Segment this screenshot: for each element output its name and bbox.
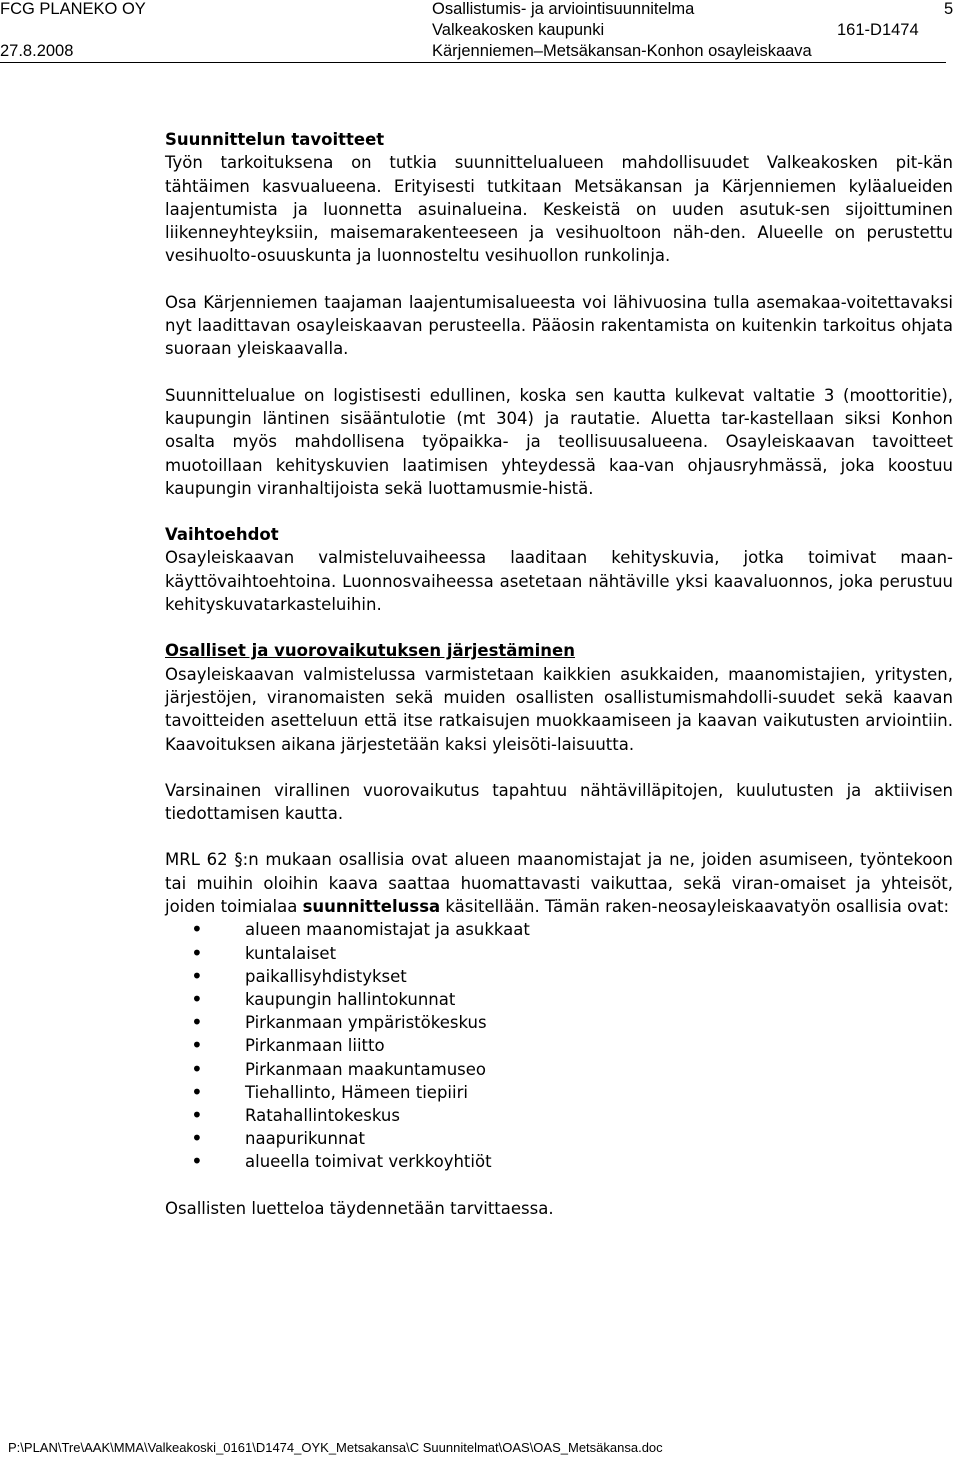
- list-item: • alueen maanomistajat ja asukkaat: [245, 918, 953, 941]
- file-path-footer: P:\PLAN\Tre\AAK\MMA\Valkeakoski_0161\D1474_OYK_Metsakansa\C Suunnitelmat\OAS\OAS_Metsäkansa.doc: [8, 1440, 663, 1455]
- goals-paragraph-1: Työn tarkoituksena on tutkia suunnittelualueen mahdollisuudet Valkeakosken pit-kän tähtäimen kasvualueena. Erityisesti tutkitaan Metsäkansan ja Kärjenniemen kyläalueiden laajentumista ja luonnetta asuinalueina. Keskeistä on uuden asutuk-sen sijoittuminen liikenneyhteyksiin, maisemarakenteeseen ja vesihuoltoon näh-den. Alueelle on perustettu vesihuolto-osuuskunta ja luonnosteltu vesihuollon runkolinja.: [165, 153, 953, 266]
- list-item: • kaupungin hallintokunnat: [245, 988, 953, 1011]
- company-name: FCG PLANEKO OY: [0, 0, 146, 18]
- municipality-name: Valkeakosken kaupunki: [432, 21, 605, 39]
- list-item: • kuntalaiset: [245, 942, 953, 965]
- list-item: • Pirkanmaan maakuntamuseo: [245, 1058, 953, 1081]
- participation-paragraph-2: Varsinainen virallinen vuorovaikutus tapahtuu nähtävilläpitojen, kuulutusten ja aktiivisen tiedottamisen kautta.: [165, 780, 953, 824]
- page-number: 5: [944, 0, 954, 18]
- project-code: 161-D1474: [837, 21, 919, 39]
- participation-paragraph-3: [165, 848, 953, 918]
- alternatives-paragraph: Osayleiskaavan valmisteluvaiheessa laaditaan kehityskuvia, jotka toimivat maan-käyttövaihtoehtoina. Luonnosvaiheessa asetetaan nähtäville yksi kaavaluonnos, joka perustuu kehityskuvatarkasteluihin.: [165, 548, 953, 615]
- participants-list: [165, 918, 953, 1173]
- header-underline: [0, 62, 946, 63]
- list-item: • alueella toimivat verkkoyhtiöt: [245, 1150, 953, 1173]
- mrl-text-start: MRL 62 §:n mukaan osallisia ovat alueen maanomistajat ja ne, joiden asumiseen, työntekoon tai muihin oloihin kaava saattaa huomattavasti vaikuttaa, sekä viran-omaiset ja yhteisöt, joiden toimialaa: [165, 850, 953, 917]
- list-item: • paikallisyhdistykset: [245, 965, 953, 988]
- list-item: • Pirkanmaan liitto: [245, 1034, 953, 1057]
- goals-paragraph-3: Suunnittelualue on logistisesti edullinen, koska sen kautta kulkevat valtatie 3 (moottoritie), kaupungin läntinen sisääntulotie (mt 304) ja rautatie. Aluetta tar-kastellaan siksi Konhon osalta myös mahdollisena työpaikka- ja teollisuusalueena. Osayleiskaavan tavoitteet muotoillaan kehityskuvien laatimisen yhteydessä kaa-van ohjausryhmässä, joka koostuu kaupungin viranhaltijoista sekä luottamusmie-histä.: [165, 385, 953, 498]
- document-body: [165, 128, 953, 1220]
- document-date: 27.8.2008: [0, 42, 74, 60]
- plan-name: Kärjenniemen–Metsäkansan-Konhon osayleiskaava: [432, 42, 812, 60]
- list-item: • naapurikunnat: [245, 1127, 953, 1150]
- page-header: [0, 0, 960, 70]
- section-heading-alternatives: Vaihtoehdot: [165, 525, 279, 545]
- section-heading-participation: Osalliset ja vuorovaikutuksen järjestäminen: [165, 641, 575, 661]
- list-item: • Ratahallintokeskus: [245, 1104, 953, 1127]
- list-item: • Pirkanmaan ympäristökeskus: [245, 1011, 953, 1034]
- document-title: Osallistumis- ja arviointisuunnitelma: [432, 0, 695, 18]
- participation-paragraph-1: Osayleiskaavan valmistelussa varmistetaan kaikkien asukkaiden, maanomistajien, yritysten, järjestöjen, viranomaisten sekä muiden osallisten osallistumismahdolli-suudet sekä kaavan tavoitteiden asetteluun että itse ratkaisujen muokkaamiseen ja kaavan vaikutusten arviointiin. Kaavoituksen aikana järjestetään kaksi yleisöti-laisuutta.: [165, 664, 953, 754]
- mrl-text-end: käsitellään. Tämän raken-neosayleiskaavatyön osallisia ovat:: [440, 897, 950, 917]
- goals-paragraph-2: Osa Kärjenniemen taajaman laajentumisalueesta voi lähivuosina tulla asemakaa-voitettavaksi nyt laadittavan osayleiskaavan perusteella. Pääosin rakentamista on kuitenkin tarkoitus ohjata suoraan yleiskaavalla.: [165, 292, 953, 359]
- list-item: • Tiehallinto, Hämeen tiepiiri: [245, 1081, 953, 1104]
- section-heading-goals: Suunnittelun tavoitteet: [165, 130, 385, 149]
- participation-closing: Osallisten luetteloa täydennetään tarvittaessa.: [165, 1198, 554, 1218]
- mrl-text-bold: suunnittelussa: [302, 897, 441, 917]
